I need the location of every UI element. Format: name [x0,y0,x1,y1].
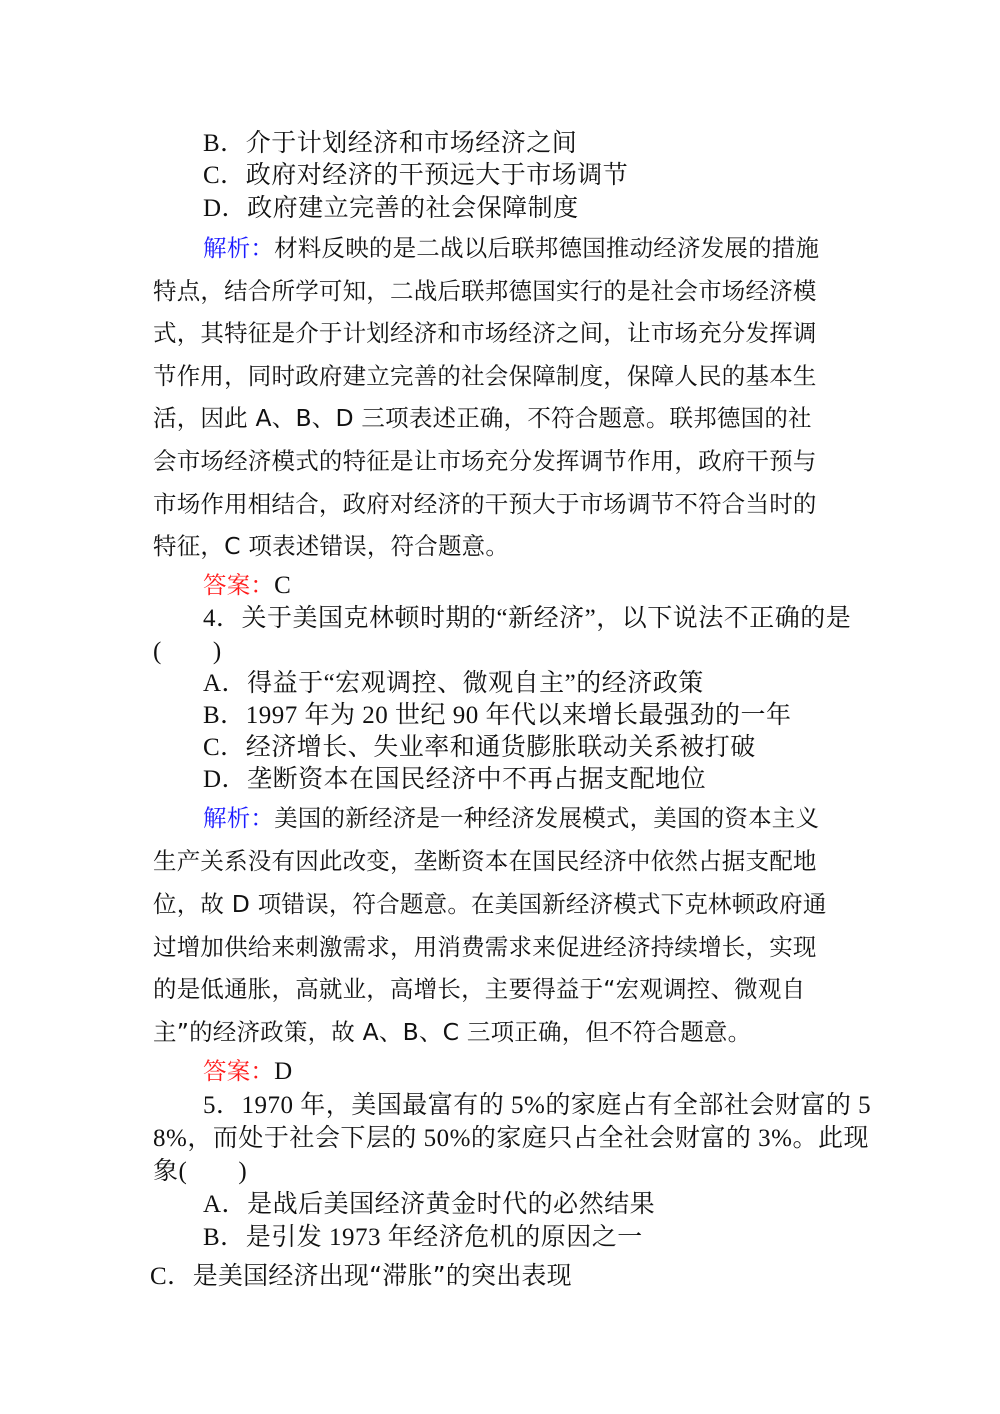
q4-analysis-line-6: 主”的经济政策，故 A、B、C 三项正确，但不符合题意。 [153,1018,752,1046]
q4-option-c [203,727,756,763]
option-text: 是引发 1973 年经济危机的原因之一 [245,1224,643,1251]
q3-answer [203,566,291,600]
q5-option-c [150,1256,572,1292]
option-letter: B． [203,130,246,157]
q3-option-c [203,155,628,191]
q4-stem-line-1: 4．关于美国克林顿时期的“新经济”，以下说法不正确的是 [203,605,852,632]
analysis-text: 材料反映的是二战以后联邦德国推动经济发展的措施 [274,234,820,262]
option-text: 是美国经济出现“滞胀”的突出表现 [192,1261,572,1290]
q4-analysis-line-3: 位，故 D 项错误，符合题意。在美国新经济模式下克林顿政府通 [153,890,827,918]
q4-analysis-line-2: 生产关系没有因此改变，垄断资本在国民经济中依然占据支配地 [153,847,817,875]
q4-analysis-line-5: 的是低通胀，高就业，高增长，主要得益于“宏观调控、微观自 [153,975,806,1003]
option-letter: D． [203,766,248,793]
option-letter: C． [203,734,246,761]
option-text: 政府建立完善的社会保障制度 [247,195,579,222]
q3-analysis-line-7: 市场作用相结合，政府对经济的干预大于市场调节不符合当时的 [153,490,817,518]
q5-stem-line-1: 5．1970 年，美国最富有的 5%的家庭占有全部社会财富的 5 [203,1092,872,1119]
answer-label: 答案： [203,1057,275,1085]
option-text: 垄断资本在国民经济中不再占据支配地位 [247,766,707,793]
q3-analysis-line-4: 节作用，同时政府建立完善的社会保障制度，保障人民的基本生 [153,362,817,390]
q4-analysis-line-1 [203,799,819,833]
q3-option-d [203,188,579,224]
q5-option-b [203,1217,643,1253]
analysis-label: 解析： [203,804,275,832]
option-text: 1997 年为 20 世纪 90 年代以来增长最强劲的一年 [245,702,792,729]
q4-option-b [203,695,791,731]
q5-option-a [203,1184,655,1220]
option-letter: B． [203,702,246,729]
q3-analysis-line-8: 特征，C 项表述错误，符合题意。 [153,532,510,560]
q5-stem-line-3: 象( ) [153,1158,248,1185]
q3-option-b [203,123,577,159]
q3-analysis-line-5: 活，因此 A、B、D 三项表述正确，不符合题意。联邦德国的社 [153,404,812,432]
q3-analysis-line-1 [203,229,819,263]
option-letter: B． [203,1224,246,1251]
option-letter: A． [203,1191,248,1218]
option-text: 介于计划经济和市场经济之间 [245,130,578,157]
q4-answer [203,1052,293,1086]
q3-analysis-line-3: 式，其特征是介于计划经济和市场经济之间，让市场充分发挥调 [153,319,817,347]
option-letter: C． [203,162,246,189]
q4-stem-blank: ( ) [153,638,222,665]
option-letter: C． [150,1263,193,1290]
q4-option-d [203,759,706,795]
option-letter: A． [203,670,248,697]
q3-analysis-line-6: 会市场经济模式的特征是让市场充分发挥调节作用，政府干预与 [153,447,817,475]
option-text: 政府对经济的干预远大于市场调节 [245,162,629,189]
answer-value: D [274,1058,293,1085]
q4-option-a [203,663,704,699]
option-text: 经济增长、失业率和通货膨胀联动关系被打破 [245,734,756,761]
q5-stem-line-2: 8%，而处于社会下层的 50%的家庭只占全社会财富的 3%。此现 [153,1125,869,1152]
option-text: 是战后美国经济黄金时代的必然结果 [247,1191,656,1218]
analysis-label: 解析： [203,234,275,262]
q3-analysis-line-2: 特点，结合所学可知，二战后联邦德国实行的是社会市场经济模 [153,277,817,305]
option-text: 得益于“宏观调控、微观自主”的经济政策 [247,670,704,697]
analysis-text: 美国的新经济是一种经济发展模式，美国的资本主义 [274,804,820,832]
answer-value: C [274,572,292,599]
answer-label: 答案： [203,571,275,599]
option-letter: D． [203,195,248,222]
q4-analysis-line-4: 过增加供给来刺激需求，用消费需求来促进经济持续增长，实现 [153,933,817,961]
